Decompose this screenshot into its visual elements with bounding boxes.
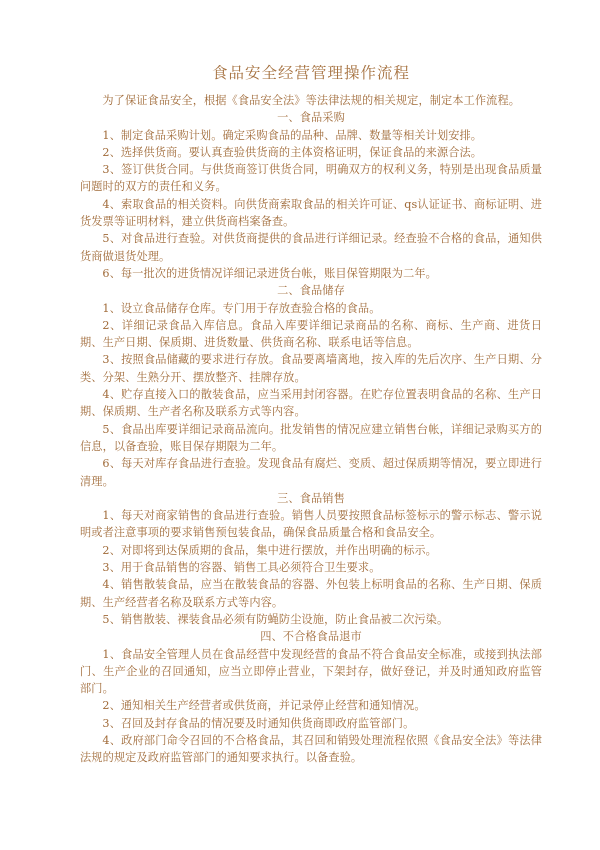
list-item: 1、食品安全管理人员在食品经营中发现经营的食品不符合食品安全标准，或接到执法部门、生产企业的召回通知，应当立即停止营业，下架封存，做好登记，并及时通知政府监管部门。	[80, 647, 542, 696]
section-heading: 二、食品储存	[277, 284, 345, 298]
list-item: 1、制定食品采购计划。确定采购食品的品种、品牌、数量等相关计划安排。	[102, 128, 483, 142]
section-storage	[80, 282, 542, 490]
list-item: 3、召回及封存食品的情况要及时通知供货商即政府监管部门。	[102, 716, 415, 730]
list-item: 3、用于食品销售的容器、销售工具必须符合卫生要求。	[102, 561, 381, 575]
list-item: 1、设立食品储存仓库。专门用于存放查验合格的食品。	[102, 301, 381, 315]
list-item: 6、每天对库存食品进行查验。发现食品有腐烂、变质、超过保质期等情况，要立即进行清理。	[80, 457, 542, 488]
section-sales	[80, 490, 542, 628]
page-title: 食品安全经营管理操作流程	[211, 64, 410, 82]
list-item: 1、每天对商家销售的食品进行查验。销售人员要按照食品标签标示的警示标志、警示说明或者注意事项的要求销售预包装食品，确保食品质量合格和食品安全。	[80, 509, 542, 540]
list-item: 4、销售散装食品，应当在散装食品的容器、外包装上标明食品的名称、生产日期、保质期、生产经营者名称及联系方式等内容。	[80, 578, 542, 609]
list-item: 4、政府部门命令召回的不合格食品，其召回和销毁处理流程依照《食品安全法》等法律法规的规定及政府监管部门的通知要求执行。以备查验。	[80, 733, 542, 765]
section-procurement	[80, 109, 542, 282]
section-heading: 三、食品销售	[277, 491, 345, 505]
document	[80, 62, 542, 767]
list-item: 2、通知相关生产经营者或供货商，并记录停止经营和通知情况。	[102, 699, 426, 713]
section-recall	[80, 628, 542, 766]
list-item: 4、索取食品的相关资料。向供货商索取食品的相关许可证、qs认证证书、商标证明、进货发票等证明材料，建立供货商档案备查。	[80, 197, 542, 229]
section-heading: 一、食品采购	[277, 111, 345, 125]
list-item: 6、每一批次的进货情况详细记录进货台帐，账目保管期限为二年。	[102, 266, 437, 280]
list-item: 5、对食品进行查验。对供货商提供的食品进行详细记录。经查验不合格的食品，通知供货商做退货处理。	[80, 232, 542, 263]
list-item: 2、详细记录食品入库信息。食品入库要详细记录商品的名称、商标、生产商、进货日期、生产日期、保质期、进货数量、供货商名称、联系电话等信息。	[80, 318, 542, 350]
intro-paragraph: 为了保证食品安全，根据《食品安全法》等法律法规的相关规定，制定本工作流程。	[102, 94, 521, 107]
list-item: 4、贮存直接入口的散装食品，应当采用封闭容器。在贮存位置表明食品的名称、生产日期、保质期、生产者名称及联系方式等内容。	[80, 388, 542, 419]
list-item: 3、按照食品储藏的要求进行存放。食品要离墙离地，按入库的先后次序、生产日期、分类、分架、生熟分开、摆放整齐、挂牌存放。	[80, 353, 542, 384]
list-item: 5、食品出库要详细记录商品流向。批发销售的情况应建立销售台帐，详细记录购买方的信息，以备查验，账目保存期限为二年。	[80, 422, 542, 453]
list-item: 2、选择供货商。要认真查验供货商的主体资格证明，保证食品的来源合法。	[102, 145, 483, 159]
list-item: 5、销售散装、裸装食品必须有防蝇防尘设施，防止食品被二次污染。	[102, 612, 449, 626]
list-item: 3、签订供货合同。与供货商签订供货合同，明确双方的权利义务，特别是出现食品质量问题时的双方的责任和义务。	[80, 163, 542, 194]
section-heading: 四、不合格食品退市	[260, 630, 362, 644]
list-item: 2、对即将到达保质期的食品，集中进行摆放，并作出明确的标示。	[102, 543, 437, 557]
